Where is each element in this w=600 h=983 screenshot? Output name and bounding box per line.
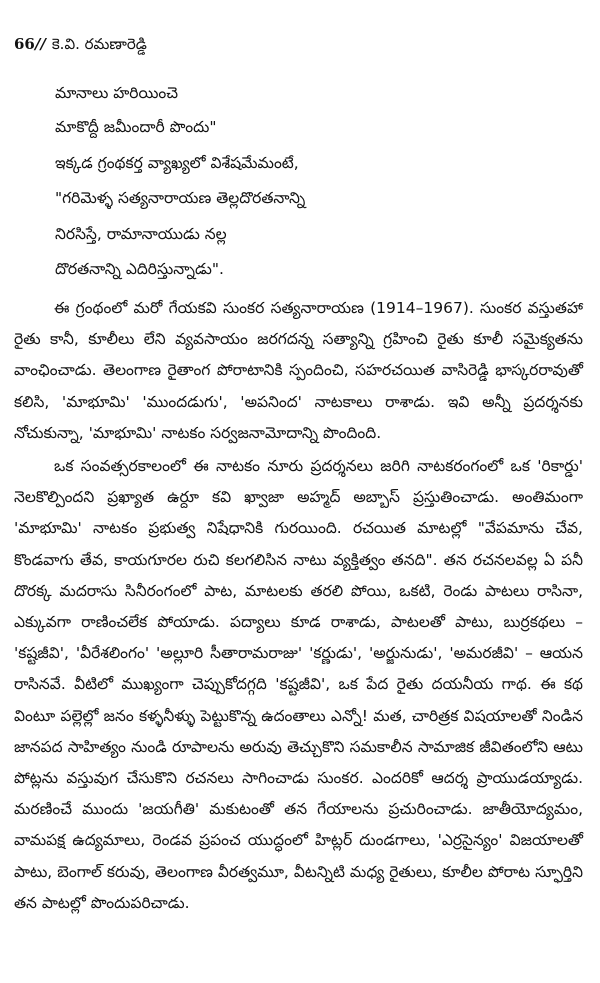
verse-line: దొరతనాన్ని ఎదిరిస్తున్నాడు". xyxy=(55,260,224,278)
verse-line: "గరిమెళ్ళ సత్యనారాయణ తెల్లదొరతనాన్ని xyxy=(55,189,306,207)
verse-line: ఇక్కడ గ్రంథకర్త వ్యాఖ్యలో విశేషమేమంటే, xyxy=(55,154,299,172)
paragraph-text: ఈ గ్రంథంలో మరో గేయకవి సుంకర సత్యనారాయణ (1914–1967). సుంకర వస్తుతహా రైతు కానీ, కూలీలు లేని వ్యవసాయం జరగదన్న సత్యాన్ని గ్రహించి రైతు కూలీ సమైక్యతను వాంఛించాడు. తెలంగాణ రైతాంగ పోరాటానికి స్పందించి, సహరచయిత వాసిరెడ్డి భాస్కరరావుతో కలిసి, 'మాభూమి' 'ముందడుగు', 'అపనింద' నాటకాలు రాశాడు. ఇవి అన్నీ ప్రదర్శనకు నోచుకున్నా, 'మాభూమి' నాటకం సర్వజనామోదాన్ని పొందింది. xyxy=(14,299,583,442)
page-number: 66 xyxy=(14,35,35,53)
running-header xyxy=(14,35,147,53)
paragraph xyxy=(14,293,583,449)
verse-line: మానాలు హరియించె xyxy=(55,84,179,102)
paragraph-text: ఒక సంవత్సరకాలంలో ఈ నాటకం నూరు ప్రదర్శనలు జరిగి నాటకరంగంలో ఒక 'రికార్డు' నెలకొల్పిందని ప్రఖ్యాత ఉర్దూ కవి ఖ్వాజా అహ్మద్ అబ్బాస్ ప్రస్తుతించాడు. అంతిమంగా 'మాభూమి' నాటకం ప్రభుత్వ నిషేధానికి గురయింది. రచయిత మాటల్లో "వేపమాను చేవ, కొండవాగు తేవ, కాయగూరల రుచి కలగలిసిన నాటు వ్యక్తిత్వం తనది". తన రచనలవల్ల ఏ పనీ దొరక్క మదరాసు సినీరంగంలో పాట, మాటలకు తరలి పోయి, ఒకటి, రెండు పాటలు రాసినా, ఎక్కువగా రాణించలేక పోయాడు. పద్యాలు కూడ రాశాడు, పాటలతో పాటు, బుర్రకథలు – 'కష్టజీవి', 'వీరేశలింగం' 'అల్లూరి సీతారామరాజు' 'కర్ణుడు', 'అర్జునుడు', 'అమరజీవి' – ఆయన రాసినవే. వీటిలో ముఖ్యంగా చెప్పుకోదగ్గది 'కష్టజీవి', ఒక పేద రైతు దయనీయ గాథ. ఈ కథ వింటూ పల్లెల్లో జనం కళ్ళనీళ్ళు పెట్టుకొన్న ఉదంతాలు ఎన్నో! మత, చారిత్రక విషయాలతో నిండిన జానపద సాహిత్యం నుండి రూపాలను అరువు తెచ్చుకొని సమకాలీన సామాజిక జీవితంలోని ఆటు పోట్లను వస్తువుగ చేసుకొని రచనలు సాగించాడు సుంకర. ఎందరికో ఆదర్శ ప్రాయుడయ్యాడు. మరణించే ముందు 'జయగీతి' మకుటంతో తన గేయాలను ప్రచురించాడు. జాతీయోద్యమం, వామపక్ష ఉద్యమాలు, రెండవ ప్రపంచ యుద్ధంలో హిట్లర్ దుండగాలు, 'ఎర్రసైన్యం' విజయాలతో పాటు, బెంగాల్ కరువు, తెలంగాణ వీరత్వమూ, వీటన్నిటి మధ్య రైతులు, కూలీల పోరాట స్ఫూర్తిని తన పాటల్లో పొందుపరిచాడు. xyxy=(14,457,583,912)
header-separator: // xyxy=(34,35,46,53)
paragraph xyxy=(14,451,583,919)
verse-line: మాకొద్దీ జమీందారీ పొందు" xyxy=(55,118,217,136)
verse-line: నిరసిస్తే, రామానాయుడు నల్ల xyxy=(55,225,227,243)
body-text xyxy=(14,293,583,919)
header-author: కె.వి. రమణారెడ్డి xyxy=(51,35,147,53)
